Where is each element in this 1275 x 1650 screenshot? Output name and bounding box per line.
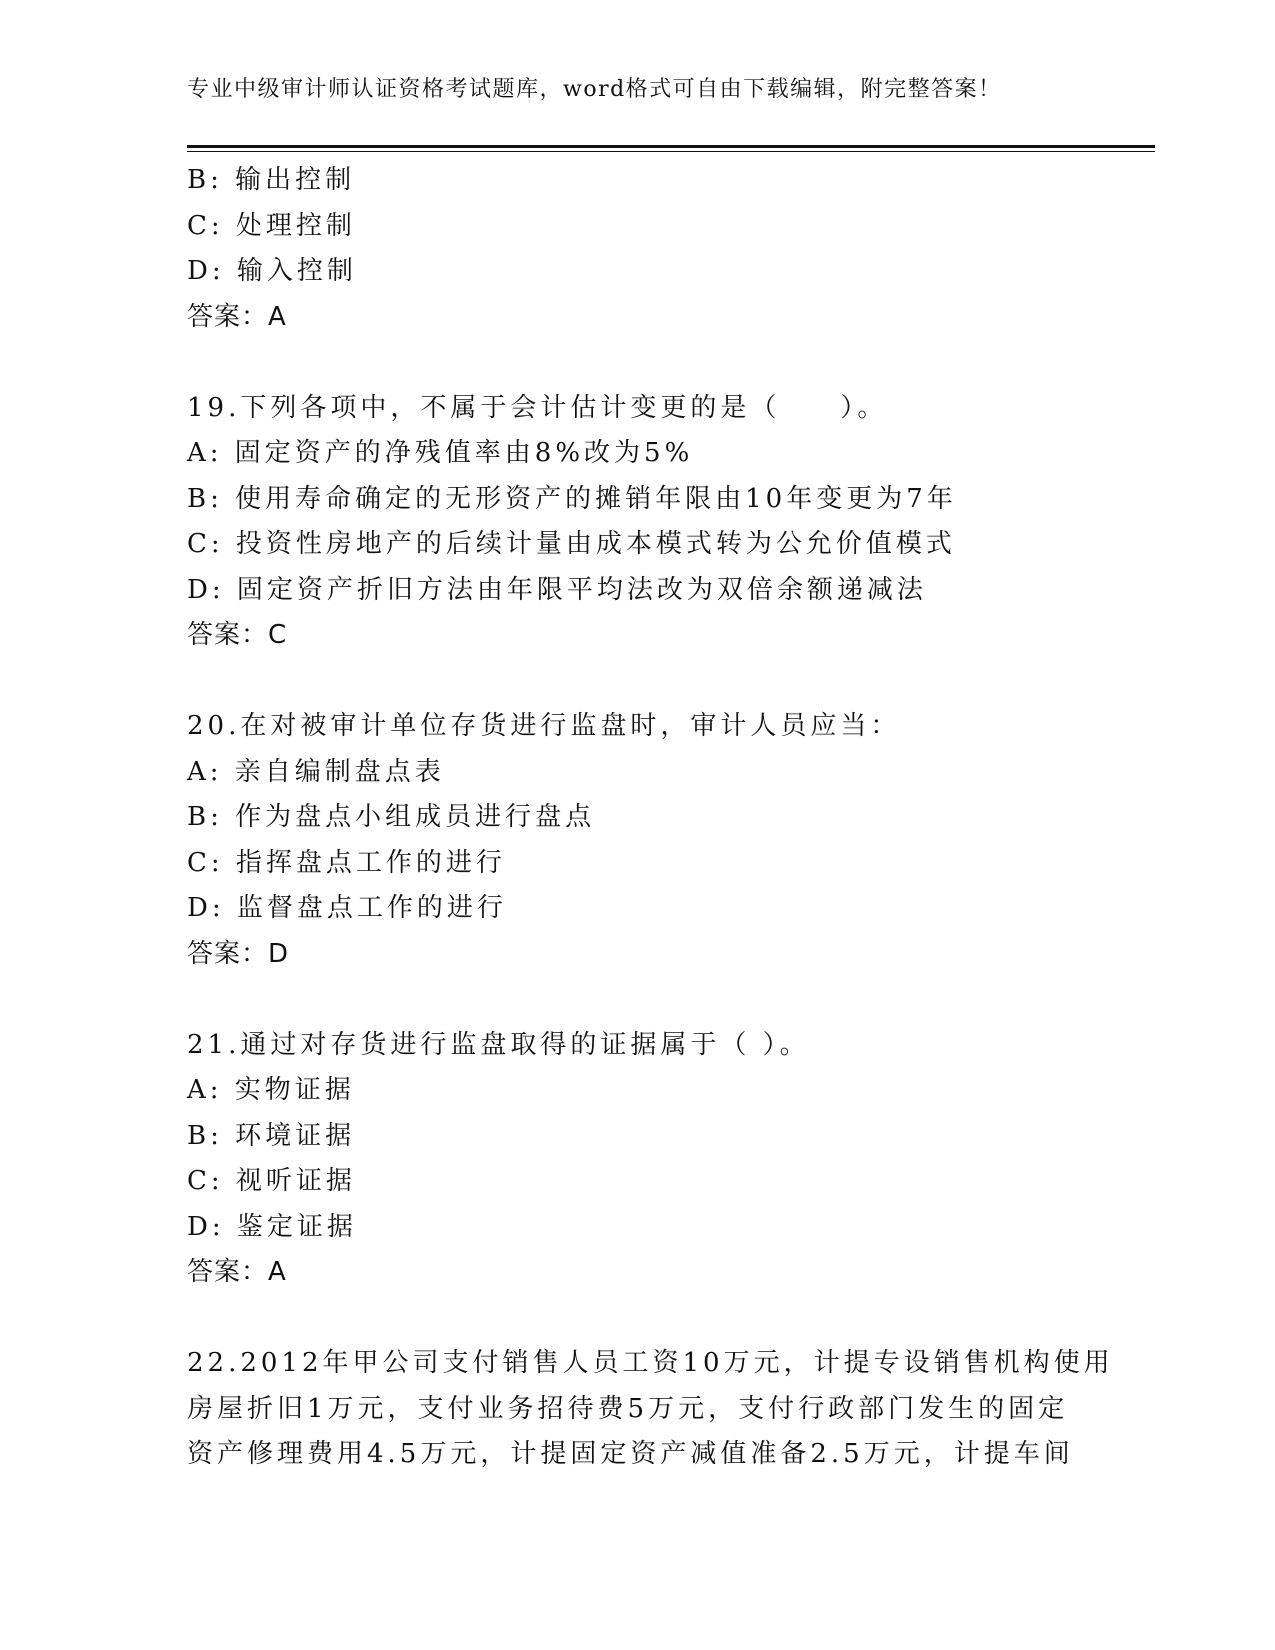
question-stem: 20.在对被审计单位存货进行监盘时，审计人员应当： xyxy=(187,711,901,741)
spacer xyxy=(187,977,1067,1023)
question-text-line: 资产修理费用4.5万元，计提固定资产减值准备2.5万元，计提车间 xyxy=(187,1439,1074,1469)
question-20 xyxy=(187,704,1067,977)
answer-line: 答案：A xyxy=(187,1257,287,1287)
spacer xyxy=(187,659,1067,705)
option-d: D: 输入控制 xyxy=(187,256,357,286)
question-stem: 19.下列各项中，不属于会计估计变更的是（ ）。 xyxy=(187,392,888,423)
answer-line: 答案：C xyxy=(187,620,288,650)
option-d: D: 监督盘点工作的进行 xyxy=(187,893,507,923)
option-d: D: 固定资产折旧方法由年限平均法改为双倍余额递减法 xyxy=(187,574,927,605)
option-a: A: 固定资产的净残值率由8%改为5% xyxy=(187,438,694,468)
spacer xyxy=(187,340,1067,386)
answer-line: 答案：D xyxy=(187,938,290,969)
question-22 xyxy=(187,1341,1114,1478)
question-19 xyxy=(187,386,1067,659)
option-c: C: 视听证据 xyxy=(187,1166,356,1196)
option-c: C: 处理控制 xyxy=(187,210,356,241)
option-b: B: 作为盘点小组成员进行盘点 xyxy=(187,802,596,832)
option-b: B: 环境证据 xyxy=(187,1120,356,1151)
question-content xyxy=(187,158,1114,1478)
option-d: D: 鉴定证据 xyxy=(187,1211,357,1242)
header-rule-thin xyxy=(187,151,1155,152)
spacer xyxy=(187,1296,1067,1342)
option-b: B: 使用寿命确定的无形资产的摊销年限由10年变更为7年 xyxy=(187,483,957,514)
option-b: B: 输出控制 xyxy=(187,165,356,195)
header-rule-thick xyxy=(187,145,1155,148)
option-c: C: 投资性房地产的后续计量由成本模式转为公允价值模式 xyxy=(187,529,956,559)
continued-question xyxy=(187,158,1067,340)
question-text-line: 房屋折旧1万元，支付业务招待费5万元，支付行政部门发生的固定 xyxy=(187,1393,1069,1424)
question-21 xyxy=(187,1023,1067,1296)
question-stem: 21.通过对存货进行监盘取得的证据属于（ ）。 xyxy=(187,1029,810,1060)
option-a: A: 实物证据 xyxy=(187,1075,355,1105)
option-a: A: 亲自编制盘点表 xyxy=(187,756,445,787)
answer-line: 答案：A xyxy=(187,301,287,332)
page-header: 专业中级审计师认证资格考试题库，word格式可自由下载编辑，附完整答案！ xyxy=(187,77,1002,102)
option-c: C: 指挥盘点工作的进行 xyxy=(187,847,506,878)
question-text-line: 22.2012年甲公司支付销售人员工资10万元，计提专设销售机构使用 xyxy=(187,1348,1114,1378)
